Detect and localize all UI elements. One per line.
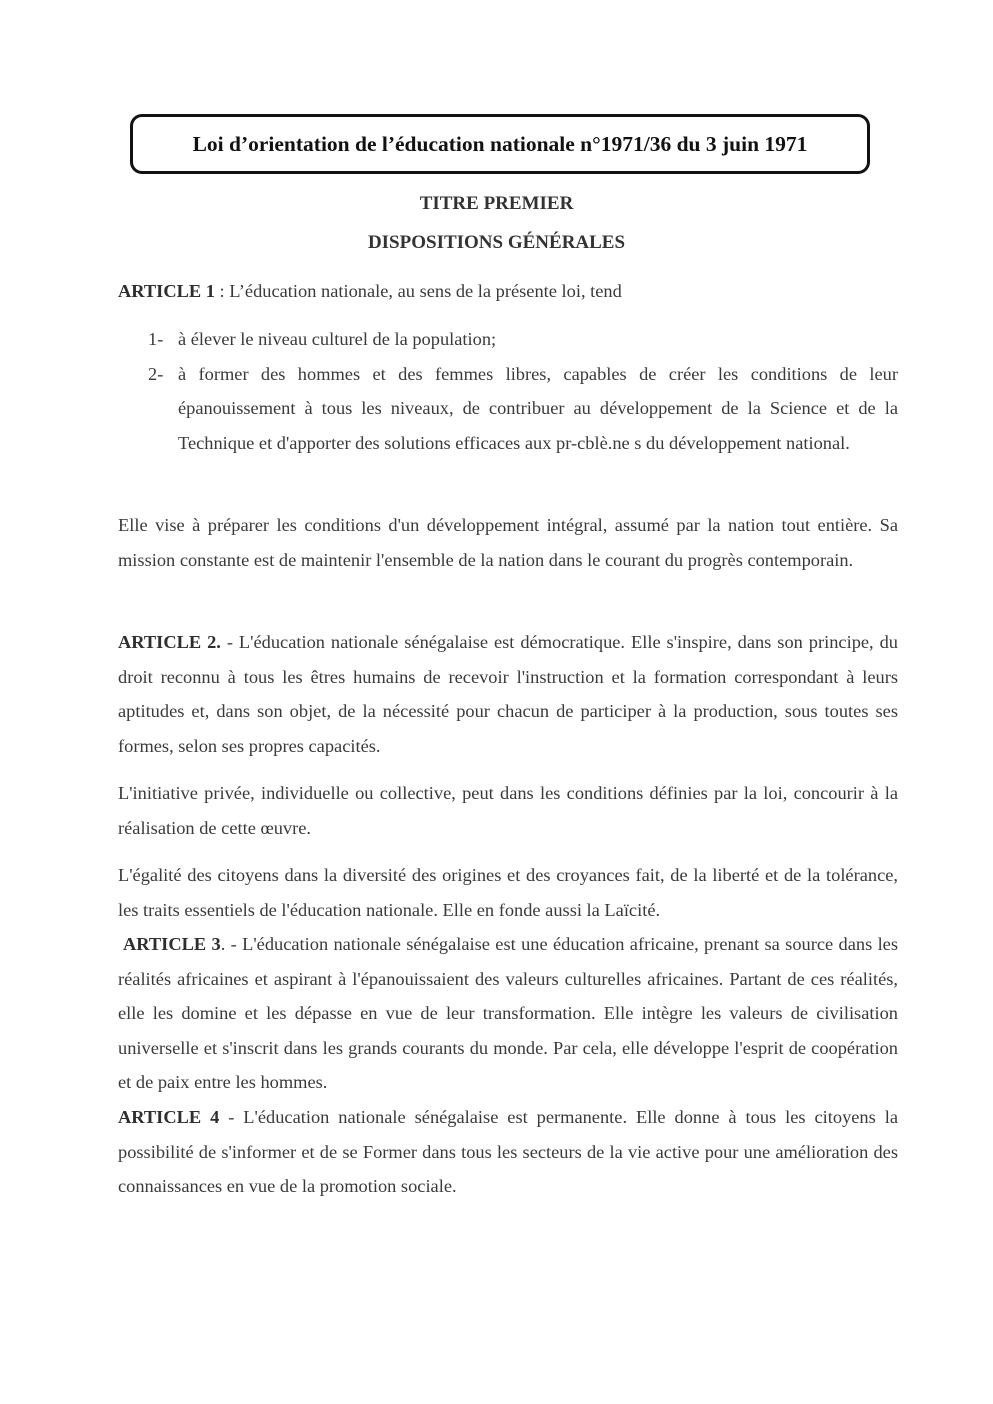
article-2-paragraph-1: L'initiative privée, individuelle ou collective, peut dans les conditions définies par la loi, concourir à la réalisation de cette œuvre. — [118, 783, 898, 838]
list-item — [148, 322, 898, 357]
article-2-text: - L'éducation nationale sénégalaise est démocratique. Elle s'inspire, dans son principe, du droit reconnu à tous les êtres humains de recevoir l'instruction et la formation correspondant à leurs aptitudes et, dans son objet, de la nécessité pour chacun de participer à la production, sous toutes ses formes, selon ses propres capacités. — [118, 632, 898, 756]
article-3 — [118, 927, 898, 1100]
titre-heading: TITRE PREMIER — [419, 193, 574, 214]
section-heading: DISPOSITIONS GÉNÉRALES — [367, 232, 626, 253]
article-2-paragraph-2: L'égalité des citoyens dans la diversité des origines et des croyances fait, de la liberté et de la tolérance, les traits essentiels de l'éducation nationale. Elle en fonde aussi la Laïcité. — [118, 865, 898, 920]
list-item — [148, 357, 898, 461]
list-item-number: 1- — [148, 329, 164, 349]
list-item-text: à former des hommes et des femmes libres, capables de créer les conditions de leur épanouissement à tous les niveaux, de contribuer au développement de la Science et de la Technique et d'apporter des solutions efficaces aux pr-cblè.ne s du développement national. — [178, 363, 898, 453]
article-4-text: - L'éducation nationale sénégalaise est permanente. Elle donne à tous les citoyens la possibilité de s'informer et de se Former dans tous les secteurs de la vie active pour une amélioration des connaissances en vue de la promotion sociale. — [118, 1107, 898, 1196]
article-3-label: ARTICLE 3 — [123, 934, 221, 954]
article-1-paragraph: Elle vise à préparer les conditions d'un développement intégral, assumé par la nation tout entière. Sa mission constante est de maintenir l'ensemble de la nation dans le courant du progrès contemporain. — [118, 515, 898, 570]
article-1-intro-text: : L’éducation nationale, au sens de la présente loi, tend — [214, 281, 622, 301]
list-item-text: à élever le niveau culturel de la population; — [178, 329, 497, 349]
article-2 — [118, 625, 898, 763]
title-box — [130, 114, 870, 174]
list-item-number: 2- — [148, 363, 164, 384]
article-3-text: . - L'éducation nationale sénégalaise est une éducation africaine, prenant sa source dans les réalités africaines et aspirant à l'épanouissaient des valeurs culturelles africaines. Partant de ces réalités, elle les domine et les dépasse en vue de leur transformation. Elle intègre les valeurs de civilisation universelle et s'inscrit dans les grands courants du monde. Par cela, elle développe l'esprit de coopération et de paix entre les hommes. — [118, 934, 898, 1092]
article-1-list — [148, 322, 898, 460]
article-2-label: ARTICLE 2. — [118, 632, 221, 652]
article-1-intro — [118, 274, 898, 309]
document-title: Loi d’orientation de l’éducation nationale n°1971/36 du 3 juin 1971 — [192, 131, 808, 156]
article-4 — [118, 1100, 898, 1204]
article-1-label: ARTICLE 1 — [118, 281, 215, 301]
article-4-label: ARTICLE 4 — [118, 1107, 220, 1127]
